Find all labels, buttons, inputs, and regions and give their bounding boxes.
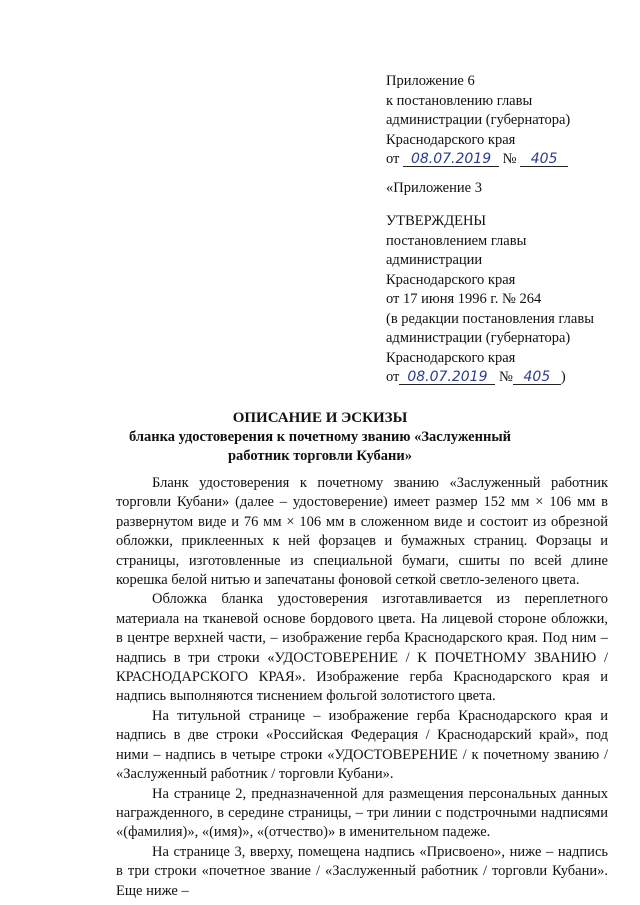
approved-line: администрации (губернатора) xyxy=(386,330,571,346)
handwritten-date: 08.07.2019 xyxy=(399,370,495,385)
approved-line: Краснодарского края xyxy=(386,271,516,288)
approved-line: Краснодарского края xyxy=(386,349,516,366)
date-prefix: от xyxy=(386,151,400,167)
approved-date-line xyxy=(386,368,594,388)
body-text xyxy=(116,474,608,899)
paragraph: На странице 2, предназначенной для размещения персональных данных награжденного, в середине страницы, – три линии с подстрочными надписями «(фамилия)», «(имя)», «(отчество)» в именительном падеже. xyxy=(116,785,608,841)
approved-line: от 17 июня 1996 г. № 264 xyxy=(386,291,542,307)
title-main: ОПИСАНИЕ И ЭСКИЗЫ xyxy=(232,410,408,426)
number-sign: № xyxy=(499,369,513,385)
paragraph: На странице 3, вверху, помещена надпись «Присвоено», ниже – надпись в три строки «почетное звание / «Заслуженный работник / торговли Кубани». Еще ниже – xyxy=(116,843,608,899)
approved-line: (в редакции постановления главы xyxy=(386,310,594,327)
approved-line: постановлением главы xyxy=(386,232,527,249)
handwritten-number: 405 xyxy=(513,370,561,385)
date-prefix: от xyxy=(386,369,400,385)
appendix-6-line: Краснодарского края xyxy=(386,131,516,148)
document-title xyxy=(0,408,640,466)
paragraph: Обложка бланка удостоверения изготавливается из переплетного материала на тканевой основе бордового цвета. На лицевой стороне обложки, в центре верхней части, – изображение герба Краснодарского края. Под ним – надпись в три строки «УДОСТОВЕРЕНИЕ / К ПОЧЕТНОМУ ЗВАНИЮ / КРАСНОДАРСКОГО КРАЯ». Изображение герба Краснодарского края и надпись выполняются тиснением фольгой золотистого цвета. xyxy=(116,591,608,705)
approved-line: администрации xyxy=(386,252,483,268)
body-text-visible-area xyxy=(116,474,608,899)
approved-heading: УТВЕРЖДЕНЫ xyxy=(386,213,487,229)
handwritten-date: 08.07.2019 xyxy=(403,152,499,167)
appendix-6-line: к постановлению главы xyxy=(386,92,533,109)
appendix-3-label xyxy=(386,179,482,199)
number-sign: № xyxy=(502,151,517,167)
closing-parenthesis: ) xyxy=(560,369,566,385)
title-sub-line: работник торговли Кубани» xyxy=(227,448,413,464)
paragraph: На титульной странице – изображение герба Краснодарского края и надпись в две строки «Российская Федерация / Краснодарский край», под ними – надпись в четыре строки «УДОСТОВЕРЕНИЕ / к почетному званию / «Заслуженный работник / торговли Кубани». xyxy=(116,707,608,783)
appendix-6-line: администрации (губернатора) xyxy=(386,112,571,128)
handwritten-number: 405 xyxy=(520,152,568,167)
appendix-6-line: Приложение 6 xyxy=(386,73,475,89)
paragraph: Бланк удостоверения к почетному званию «Заслуженный работник торговли Кубани» (далее – удостоверение) имеет размер 152 мм × 106 мм в развернутом виде и 76 мм × 106 мм в сложенном виде и состоит из обрезной обложки, приклеенных к ней форзацев и бумажных страниц. Форзацы и страницы, изготовленные из специальной бумаги, сшиты по всей длине корешка белой нитью и запечатаны фоновой сеткой светло-зеленого цвета. xyxy=(116,475,608,589)
appendix-3-text: «Приложение 3 xyxy=(386,180,482,196)
approved-block xyxy=(386,212,594,388)
appendix-6-date-line xyxy=(386,150,570,170)
appendix-6-header xyxy=(386,72,570,170)
title-sub-line: бланка удостоверения к почетному званию «Заслуженный xyxy=(128,429,512,445)
